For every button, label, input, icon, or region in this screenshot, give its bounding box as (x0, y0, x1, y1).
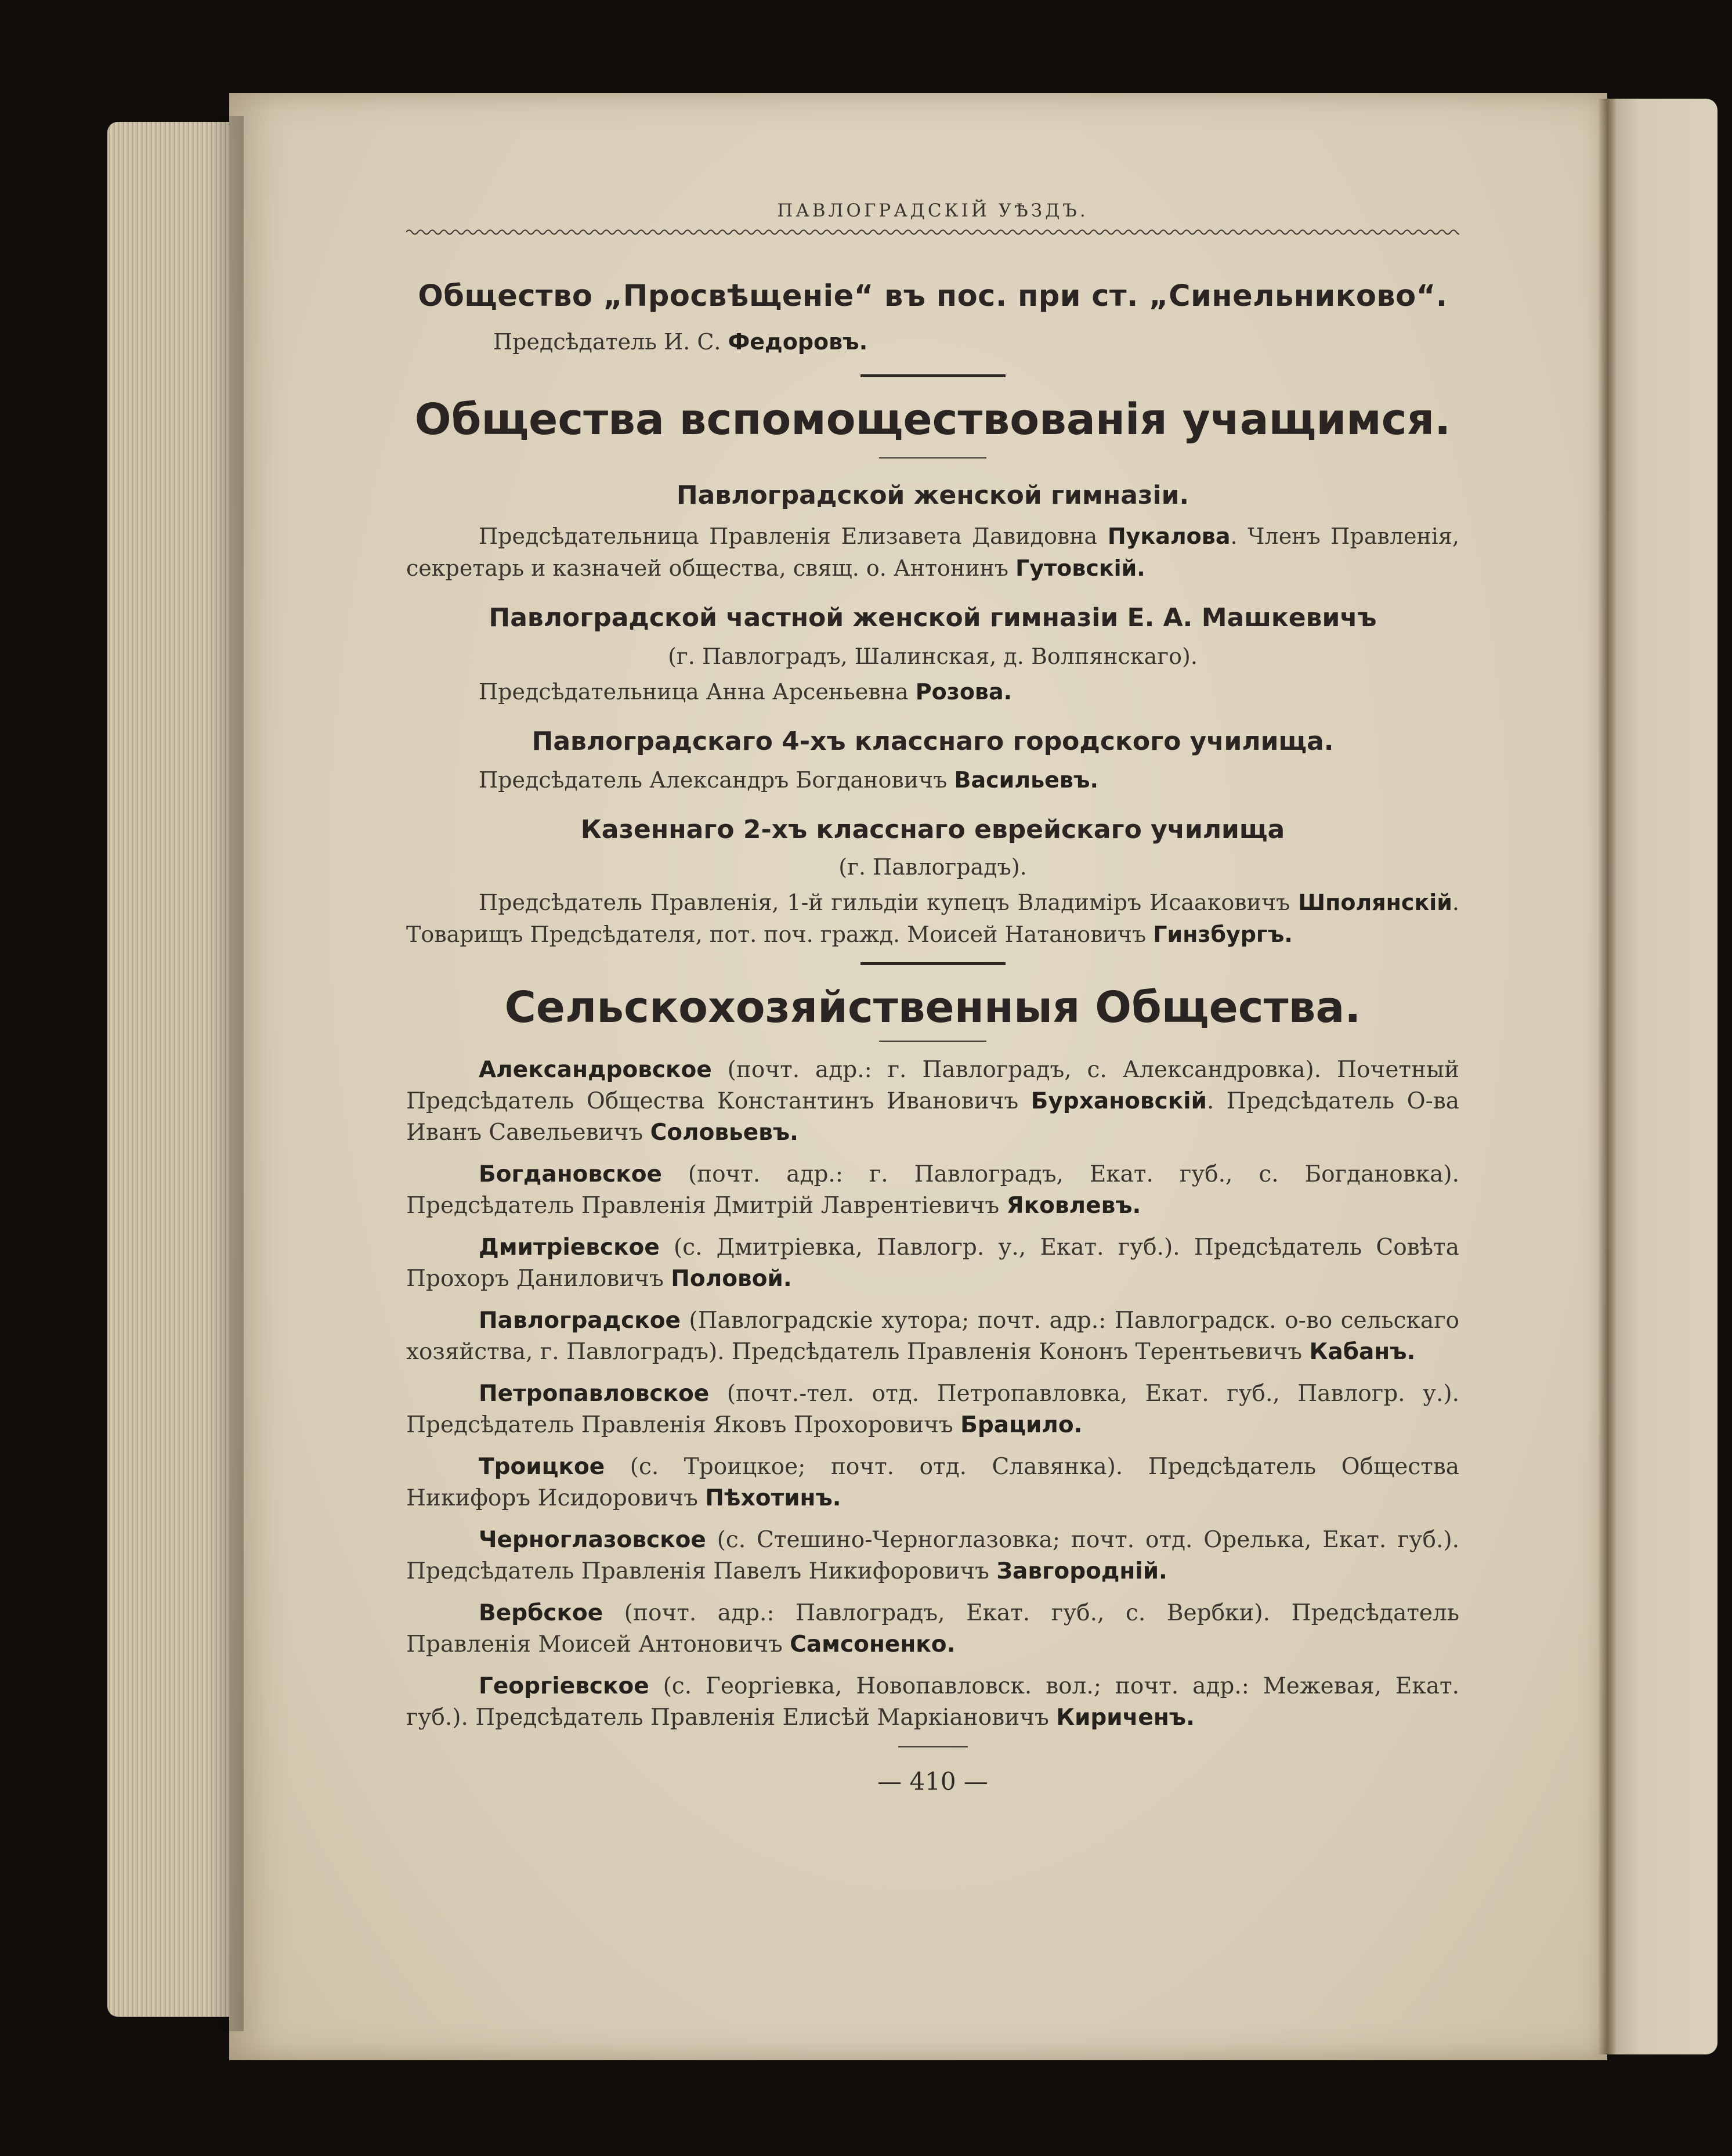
society-entry (406, 1054, 1459, 1149)
private-gymnasium-address: (г. Павлоградъ, Шалинская, д. Волпянскаго). (668, 644, 1198, 669)
text-run: . Членъ Правленія, секретарь и казначей общества, свящ. о. Антонинъ (406, 523, 1459, 581)
society-details: (с. Стешино-Черноглазовка; почт. отд. Орелька, Екат. губ.). Предсѣдатель Правленія Павелъ Никифоровичъ (406, 1527, 1459, 1584)
text-run: Предсѣдатель Правленія, 1-й гильдіи купецъ Владиміръ Исааковичъ (479, 890, 1290, 915)
person-name: Розова. (915, 679, 1013, 705)
chair-name: Яковлевъ. (1006, 1193, 1141, 1219)
page-number: — 410 — (877, 1767, 988, 1796)
city-school-text (406, 764, 1459, 796)
society-name: Александровское (479, 1057, 712, 1083)
society-entry (406, 1159, 1459, 1222)
society-entry (406, 1305, 1459, 1368)
society-details: (с. Троицкое; почт. отд. Славянка). Предсѣдатель Общества Никифоръ Исидоровичъ (406, 1454, 1459, 1511)
society-name: Петропавловское (479, 1381, 710, 1407)
person-name: Гутовскій. (1015, 555, 1145, 581)
running-head: ПАВЛОГРАДСКІЙ УѢЗДЪ. (777, 200, 1089, 221)
society-name: Дмитріевское (479, 1234, 660, 1261)
society-name: Георгіевское (479, 1673, 649, 1699)
person-name: Пукалова (1107, 523, 1231, 549)
society-entry (406, 1378, 1459, 1441)
text-run: Предсѣдатель Александръ Богдановичъ (479, 767, 948, 793)
society-entry (406, 1671, 1459, 1734)
jewish-school-address: (г. Павлоградъ). (838, 854, 1027, 880)
facing-page-edge (1607, 99, 1717, 2054)
jewish-school-text (406, 887, 1459, 951)
private-gymnasium-text (406, 676, 1459, 708)
jewish-school-heading: Казеннаго 2-хъ класснаго еврейскаго училища (580, 815, 1285, 844)
city-school-heading: Павлоградскаго 4-хъ класснаго городского училища. (531, 727, 1334, 756)
society-name: Богдановское (479, 1161, 662, 1187)
society-details: (почт. адр.: Павлоградъ, Екат. губ., с. Вербки). Предсѣдатель Правленія Моисей Антоновичъ (406, 1600, 1459, 1657)
gymnasium-heading: Павлоградской женской гимназіи. (676, 481, 1189, 510)
society-details: (почт. адр.: г. Павлоградъ, Екат. губ., с. Богдановка). Предсѣдатель Правленія Дмитрій Лаврентіевичъ (406, 1161, 1459, 1219)
chair-name: Кабанъ. (1309, 1339, 1416, 1365)
gymnasium-text (406, 521, 1459, 584)
chair-name: Федоровъ. (728, 329, 868, 355)
wavy-rule (406, 227, 1459, 237)
society-details: (Павлоградскіе хутора; почт. адр.: Павлоградск. о-во сельскаго хозяйства, г. Павлоградъ). Предсѣдатель Правленія Кононъ Терентьевичъ (406, 1308, 1459, 1365)
binding-shadow (209, 116, 244, 2031)
society-details: . Предсѣдатель О-ва Иванъ Савельевичъ (406, 1088, 1459, 1146)
page-text-block (406, 200, 1459, 1796)
society-name: Черноглазовское (479, 1527, 706, 1553)
chair-prefix: Предсѣдатель И. С. (493, 329, 721, 355)
page-gutter (1599, 99, 1616, 2054)
society-name: Павлоградское (479, 1308, 681, 1334)
prosveshchenie-chair (406, 326, 1459, 358)
society-name: Троицкое (479, 1454, 605, 1480)
agri-section-title: Сельскохозяйственныя Общества. (504, 983, 1361, 1032)
text-run: Предсѣдательница Анна Арсеньевна (479, 679, 909, 705)
person-name: Шполянскій (1298, 890, 1452, 915)
private-gymnasium-heading: Павлоградской частной женской гимназіи Е. А. Машкевичъ (489, 603, 1377, 633)
society-details: (с. Дмитріевка, Павлогр. у., Екат. губ.). Предсѣдатель Совѣта Прохоръ Даниловичъ (406, 1234, 1459, 1292)
society-entry (406, 1525, 1459, 1587)
society-details: (почт. адр.: г. Павлоградъ, с. Александровка). Почетный Предсѣдатель Общества Константинъ Ивановичъ (406, 1057, 1459, 1114)
society-entry (406, 1232, 1459, 1295)
society-entry (406, 1598, 1459, 1660)
person-name: Васильевъ. (954, 767, 1098, 793)
person-name: Гинзбургъ. (1153, 922, 1293, 947)
text-run: . Товарищъ Предсѣдателя, пот. поч. гражд. Моисей Натановичъ (406, 890, 1459, 947)
chair-name: Соловьевъ. (650, 1119, 798, 1146)
society-details: (почт.-тел. отд. Петропавловка, Екат. губ., Павлогр. у.). Предсѣдатель Правленія Яковъ Прохоровичъ (406, 1381, 1459, 1438)
chair-name: Бурхановскій (1030, 1088, 1207, 1114)
society-name: Вербское (479, 1600, 603, 1626)
prosveshchenie-title: Общество „Просвѣщеніе“ въ пос. при ст. „Синельниково“. (418, 279, 1448, 313)
society-entry (406, 1451, 1459, 1514)
students-section-title: Общества вспомоществованія учащимся. (414, 395, 1451, 445)
chair-name: Пѣхотинъ. (705, 1485, 841, 1511)
society-details: (с. Георгіевка, Новопавловск. вол.; почт. адр.: Межевая, Екат. губ.). Предсѣдатель Правленія Елисѣй Маркіановичъ (406, 1673, 1459, 1731)
chair-name: Брацило. (960, 1412, 1083, 1438)
chair-name: Кириченъ. (1056, 1704, 1195, 1731)
chair-name: Половой. (671, 1266, 792, 1292)
agri-societies-list (406, 1054, 1459, 1734)
chair-name: Завгородній. (996, 1558, 1167, 1584)
chair-name: Самсоненко. (790, 1631, 956, 1657)
text-run: Предсѣдательница Правленія Елизавета Давидовна (479, 523, 1098, 549)
